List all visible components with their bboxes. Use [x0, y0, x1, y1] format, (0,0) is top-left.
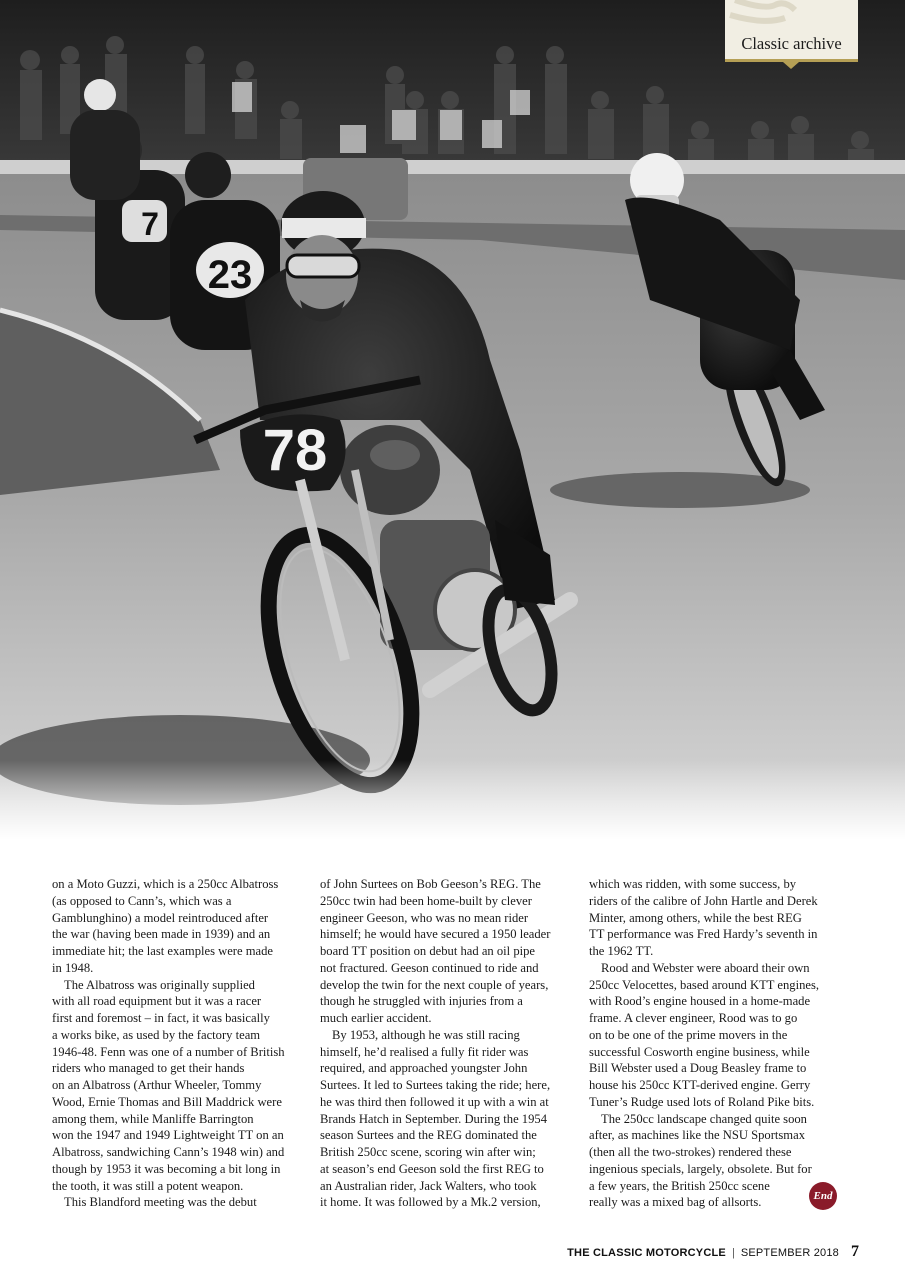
- body-text-line: season Surtees and the REG dominated the: [320, 1128, 537, 1143]
- body-text-line: frame. A clever engineer, Rood was to go: [589, 1011, 798, 1025]
- body-text-line: on a Moto Guzzi, which is a 250cc Albatross: [52, 877, 279, 891]
- body-text-line: (then all the two-strokes) rendered these: [589, 1145, 792, 1159]
- body-text-line: By 1953, although he was still racing: [332, 1027, 520, 1042]
- svg-text:78: 78: [262, 418, 328, 483]
- body-text-line: Rood and Webster were aboard their own: [601, 960, 810, 975]
- body-text-line: won the 1947 and 1949 Lightweight TT on an: [52, 1128, 284, 1143]
- body-text-line: on an Albatross (Arthur Wheeler, Tommy: [52, 1078, 262, 1092]
- page-number: 7: [851, 1243, 859, 1260]
- body-text-line: This Blandford meeting was the debut: [64, 1195, 257, 1210]
- svg-text:23: 23: [207, 253, 253, 297]
- footer-separator: |: [731, 1247, 735, 1259]
- body-text-line: with all road equipment but it was a racer: [52, 994, 262, 1009]
- section-badge: [725, 0, 858, 62]
- body-text-line: a works bike, as used by the factory team: [52, 1027, 261, 1042]
- body-text-line: house his 250cc KTT-derived engine. Gerry: [589, 1078, 811, 1092]
- body-text-line: it home. It was followed by a Mk.2 version,: [320, 1195, 541, 1210]
- page-footer: [567, 1243, 859, 1261]
- body-text-line: Gamblunghino) a model reintroduced after: [52, 910, 269, 925]
- text-column-2: [320, 876, 572, 1211]
- body-text-line: develop the twin for the next couple of years,: [320, 977, 549, 992]
- body-text-line: Bill Webster used a Doug Beasley frame to: [589, 1061, 807, 1076]
- svg-text:7: 7: [141, 206, 159, 242]
- body-text-line: with Rood’s engine housed in a home-made: [589, 994, 811, 1009]
- body-text-line: immediate hit; the last examples were made: [52, 944, 274, 958]
- body-text-line: which was ridden, with some success, by: [589, 877, 797, 891]
- body-text-line: he was third then followed it up with a win at: [320, 1094, 549, 1109]
- body-text-line: a few years, the British 250cc scene: [589, 1178, 770, 1193]
- body-text-line: Albatross, sandwiching Cann’s 1948 win) and: [52, 1145, 285, 1159]
- text-column-3: [589, 876, 841, 1211]
- body-text-line: after, as machines like the NSU Sportsmax: [589, 1128, 805, 1143]
- body-text-line: TT performance was Fred Hardy’s seventh in: [589, 927, 818, 942]
- body-text-line: Surtees. It led to Surtees taking the ride; here,: [320, 1078, 551, 1092]
- body-text-line: ingenious specials, largely, obsolete. But for: [589, 1161, 812, 1176]
- body-text-line: Wood, Ernie Thomas and Bill Maddrick were: [52, 1094, 282, 1109]
- body-text-line: The Albatross was originally supplied: [64, 977, 255, 992]
- body-text-line: required, and approached youngster John: [320, 1061, 528, 1076]
- body-text-line: himself, he’d realised a fully fit rider was: [320, 1044, 529, 1059]
- body-text-line: the tooth, it was still a potent weapon.: [52, 1178, 244, 1193]
- body-text-line: The 250cc landscape changed quite soon: [601, 1111, 807, 1126]
- end-mark-icon: End: [809, 1182, 837, 1210]
- body-text-line: successful Cosworth engine business, while: [589, 1044, 810, 1059]
- badge-pointer: [783, 62, 799, 69]
- body-text-line: the war (having been made in 1939) and an: [52, 927, 271, 942]
- body-text-line: himself; he would have secured a 1950 leader: [320, 927, 551, 942]
- text-column-1: [52, 876, 304, 1211]
- body-text-line: 1946-48. Fenn was one of a number of British: [52, 1044, 285, 1059]
- body-text-line: board TT position on debut had an oil pipe: [320, 944, 535, 958]
- footer-issue-date: SEPTEMBER 2018: [740, 1247, 839, 1259]
- body-text-line: much earlier accident.: [320, 1011, 432, 1025]
- section-badge-label: Classic archive: [741, 34, 842, 53]
- body-text-line: first and foremost – in fact, it was basically: [52, 1011, 270, 1025]
- body-text-line: Minter, among others, while the best REG: [589, 910, 802, 925]
- body-text-line: not fractured. Geeson continued to ride and: [320, 960, 539, 975]
- body-text-line: in 1948.: [52, 960, 94, 975]
- body-text-line: among them, while Manliffe Barrington: [52, 1111, 254, 1126]
- body-text-line: at season’s end Geeson sold the first REG to: [320, 1161, 544, 1176]
- body-text-line: engineer Geeson, who was no mean rider: [320, 910, 529, 925]
- body-text-line: riders who managed to get their hands: [52, 1061, 245, 1076]
- body-text-line: of John Surtees on Bob Geeson’s REG. The: [320, 877, 541, 891]
- body-text-line: (as opposed to Cann’s, which was a: [52, 893, 232, 908]
- body-text-line: riders of the calibre of John Hartle and Derek: [589, 893, 818, 908]
- body-text-line: Brands Hatch in September. During the 1954: [320, 1111, 547, 1126]
- footer-magazine-title: THE CLASSIC MOTORCYCLE: [567, 1247, 726, 1259]
- body-text-line: British 250cc scene, scoring win after win;: [320, 1145, 536, 1159]
- body-text-line: though by 1953 it was becoming a bit long in: [52, 1161, 281, 1176]
- body-text-line: Tuner’s Rudge used lots of Roland Pike bits.: [589, 1094, 815, 1109]
- body-text-line: really was a mixed bag of allsorts.: [589, 1195, 762, 1210]
- body-text-line: the 1962 TT.: [589, 944, 654, 958]
- body-text-line: an Australian rider, Jack Walters, who took: [320, 1178, 537, 1193]
- body-text-line: 250cc Velocettes, based around KTT engines,: [589, 977, 820, 992]
- body-text-line: on to be one of the prime movers in the: [589, 1027, 788, 1042]
- body-text-line: though he struggled with injuries from a: [320, 994, 523, 1009]
- body-text-line: 250cc twin had been home-built by clever: [320, 893, 532, 908]
